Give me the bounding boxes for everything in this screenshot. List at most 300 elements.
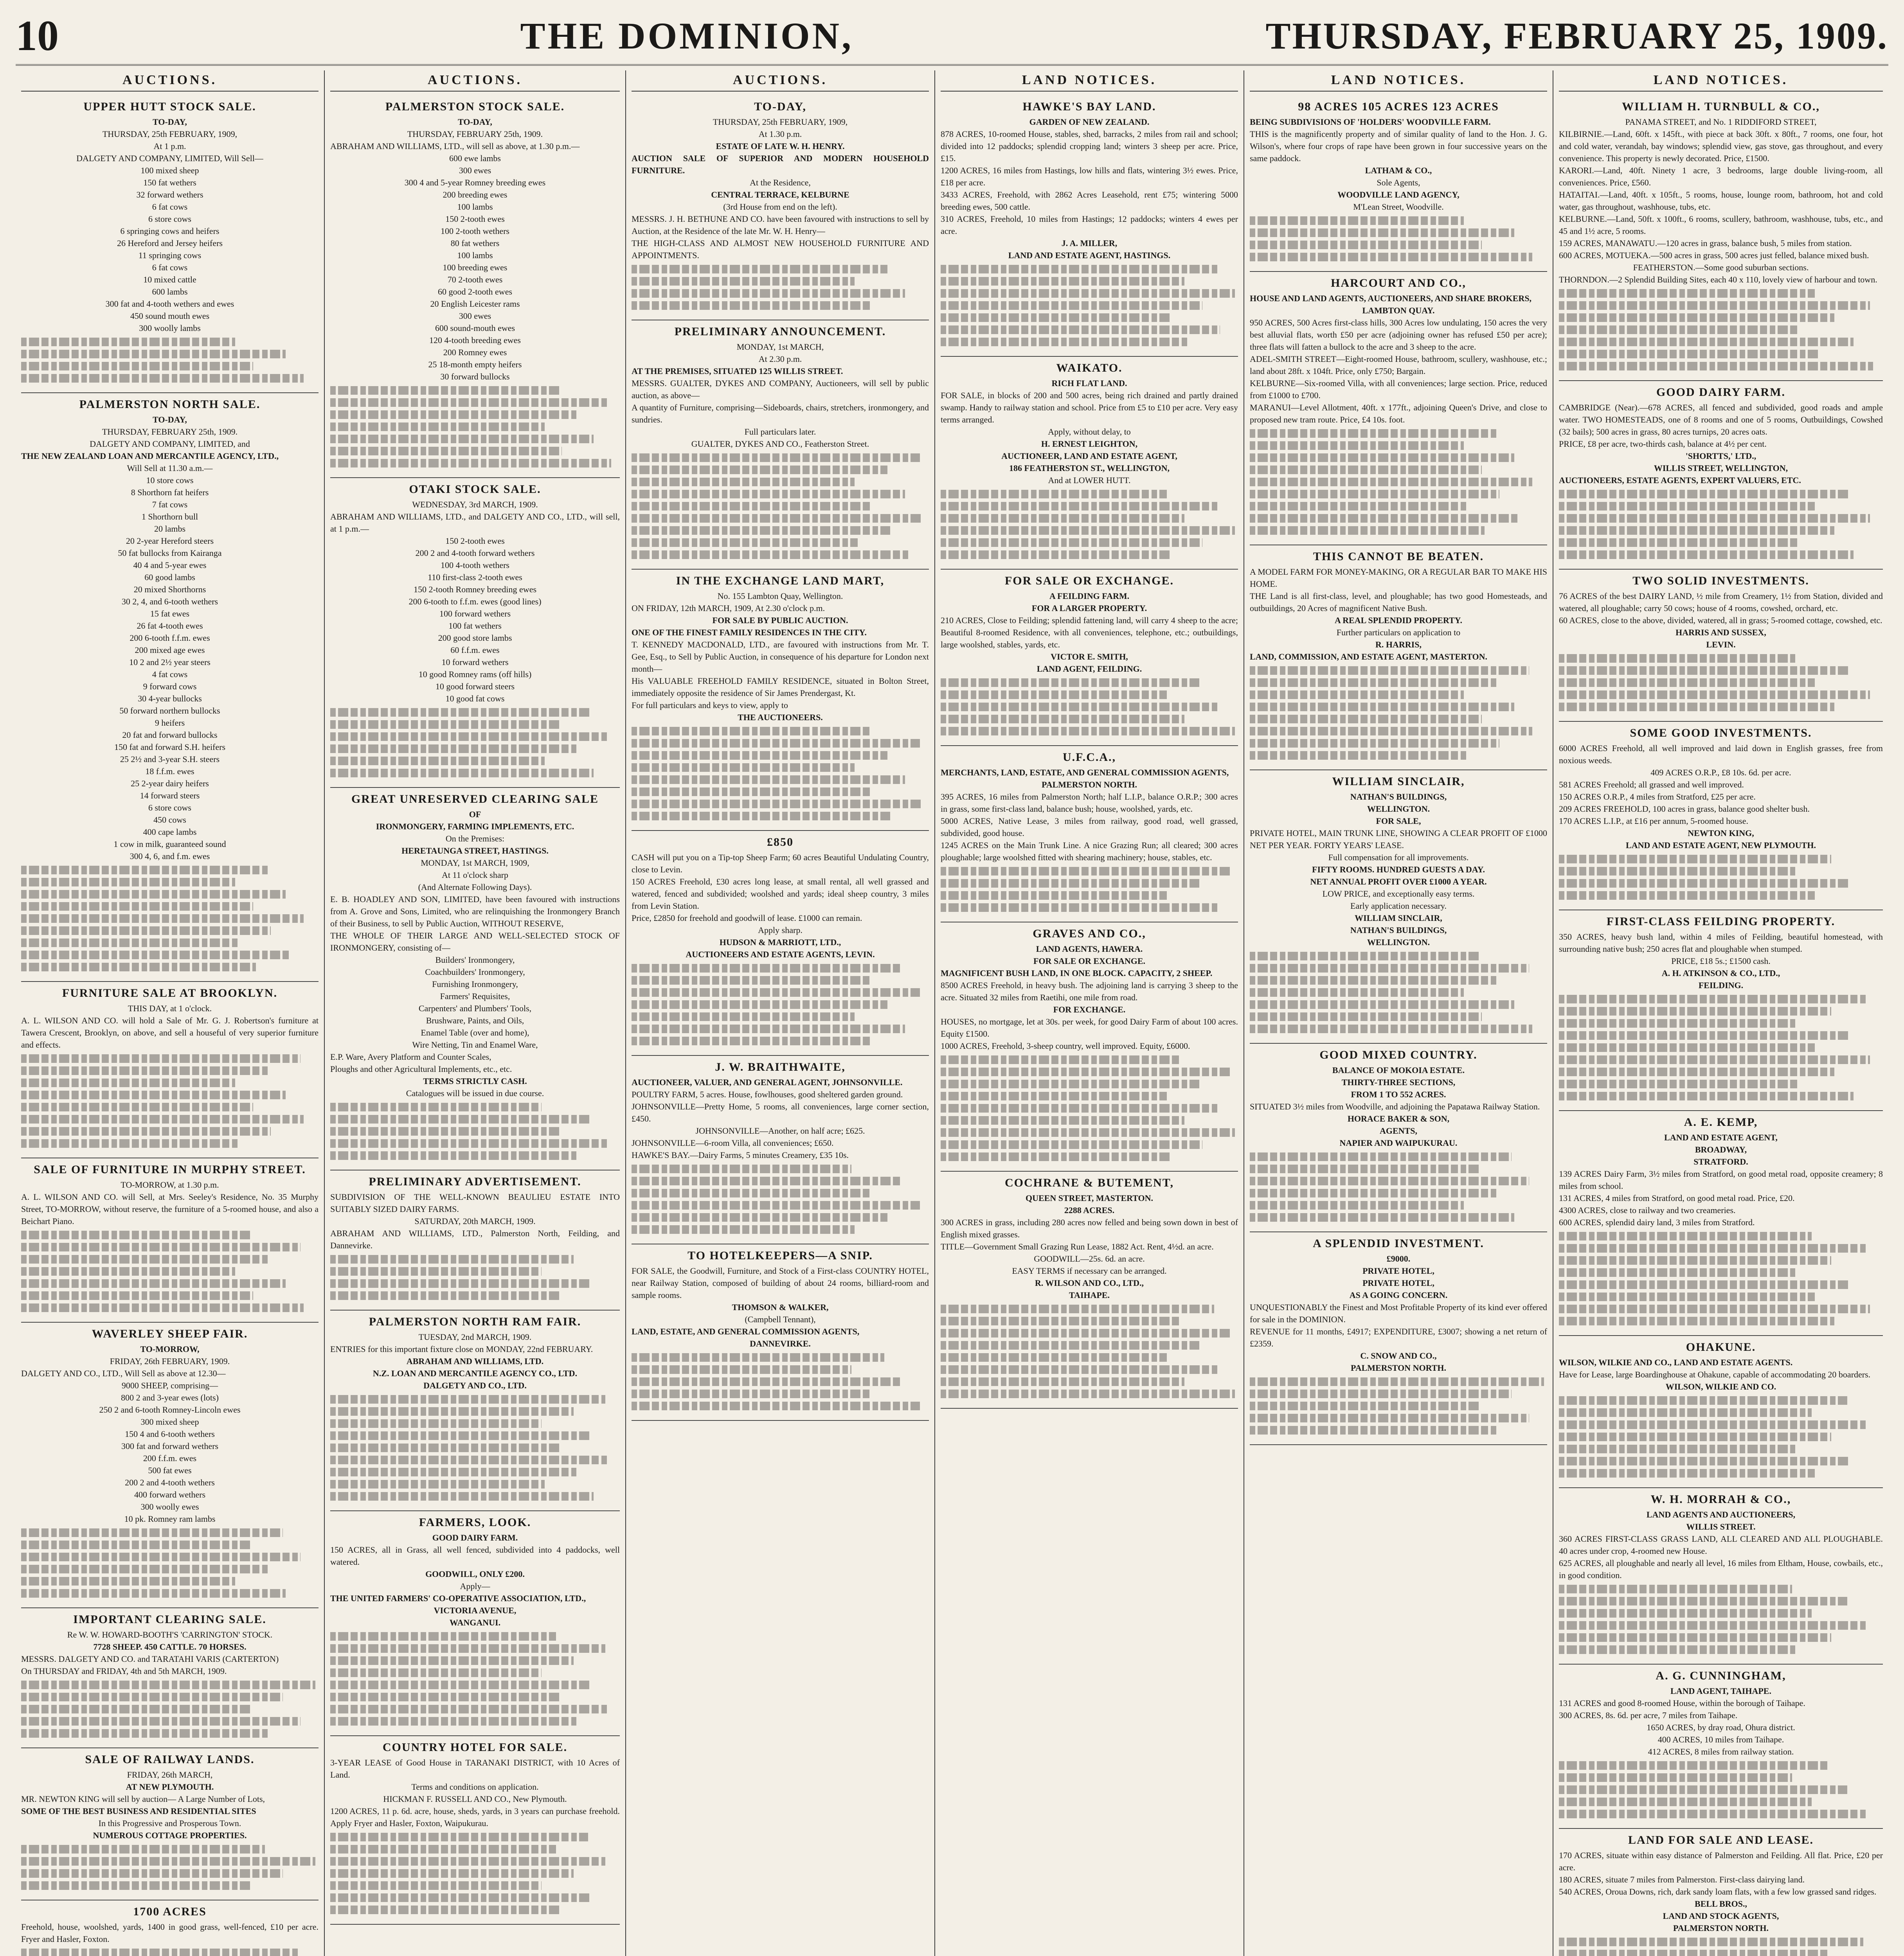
ad-text: 150 2-tooth ewes — [445, 214, 505, 224]
ad-text: 100 forward wethers — [439, 609, 511, 618]
print-line — [21, 1553, 301, 1561]
print-line — [330, 1395, 605, 1404]
print-line — [21, 1255, 268, 1264]
print-line — [21, 1565, 268, 1573]
print-line — [632, 800, 923, 808]
print-line — [941, 1068, 1232, 1076]
print-line — [1559, 350, 1818, 358]
print-line — [21, 1066, 268, 1075]
ad-text: Further particulars on application to — [1336, 627, 1461, 637]
advertisement — [21, 393, 319, 982]
ad-text: 600 lambs — [152, 287, 188, 297]
print-line — [21, 1857, 315, 1866]
print-line — [941, 867, 1232, 876]
ad-text: R. WILSON AND CO., LTD., — [1035, 1278, 1144, 1288]
print-line — [1559, 538, 1799, 547]
ad-text: 76 ACRES of the best DAIRY LAND, ½ mile from Creamery, 1½ from Station, divided and watered, all ploughable; carry 50 cows; house of 4 rooms, cowshed, orchard, etc. — [1559, 591, 1883, 613]
ad-title: SALE OF FURNITURE IN MURPHY STREET. — [34, 1163, 306, 1176]
print-line — [330, 720, 559, 729]
small-print-block — [632, 964, 929, 1045]
ad-title: FIRST-CLASS FEILDING PROPERTY. — [1606, 915, 1836, 928]
ad-text: On the Premises: — [445, 834, 505, 843]
print-line — [941, 526, 1235, 535]
small-print-block — [1559, 1232, 1883, 1325]
print-line — [330, 1456, 608, 1464]
ad-text: HUDSON & MARRIOTT, LTD., — [719, 937, 841, 947]
ad-text: (Campbell Tennant), — [745, 1314, 816, 1324]
ad-text: 10 2 and 2½ year steers — [129, 657, 211, 667]
ad-text: 1 cow in milk, guaranteed sound — [113, 839, 226, 849]
print-line — [1559, 1810, 1867, 1818]
print-line — [21, 1729, 268, 1738]
ad-text: MR. NEWTON KING will sell by auction— A Large Number of Lots, — [21, 1794, 265, 1804]
small-print-block — [21, 866, 319, 971]
print-line — [1250, 241, 1482, 249]
ad-title: PRELIMINARY ANNOUNCEMENT. — [674, 325, 886, 338]
column-heading: LAND NOTICES. — [941, 70, 1238, 92]
ad-text: 131 ACRES and good 8-roomed House, within the borough of Taihape. — [1559, 1698, 1805, 1708]
print-line — [1559, 1396, 1847, 1405]
ad-text: 25 2½ and 3-year S.H. steers — [120, 754, 220, 764]
print-line — [1559, 1609, 1812, 1618]
print-line — [1250, 1152, 1512, 1161]
ad-text: 210 ACRES, Close to Feilding; splendid fattening land, will carry 4 sheep to the acre; Beautiful 8-roomed Residence, with all conveniences, telephone, etc.; outbuildings, large woolshed, stables, yards, etc. — [941, 615, 1238, 649]
ad-text: 2288 ACRES. — [1064, 1205, 1115, 1215]
small-print-block — [632, 727, 929, 820]
ad-text: 200 Romney ewes — [443, 347, 507, 357]
ad-text: LAND, ESTATE, AND GENERAL COMMISSION AGENTS, — [632, 1327, 860, 1336]
print-line — [1559, 1469, 1815, 1478]
advertisement — [632, 570, 929, 831]
ad-text: DALGETY AND COMPANY, LIMITED, and — [90, 439, 250, 449]
print-line — [21, 1577, 235, 1586]
print-line — [21, 350, 286, 358]
ad-text: AS A GOING CONCERN. — [1349, 1290, 1448, 1300]
print-line — [1559, 301, 1870, 310]
ad-text: 30 forward bullocks — [440, 372, 510, 381]
ad-text: 1650 ACRES, by dray road, Ohura district. — [1647, 1722, 1795, 1732]
ad-text: MERCHANTS, LAND, ESTATE, AND GENERAL COMMISSION AGENTS, — [941, 768, 1229, 777]
ad-text: 40 4 and 5-year ewes — [133, 560, 207, 570]
advertisement — [1559, 570, 1883, 722]
ad-text: AT NEW PLYMOUTH. — [126, 1782, 214, 1792]
ad-text: CASH will put you on a Tip-top Sheep Farm; 60 acres Beautiful Undulating Country, close to Levin. — [632, 852, 929, 874]
print-line — [632, 490, 905, 498]
small-print-block — [21, 1845, 319, 1890]
print-line — [330, 1833, 588, 1841]
small-print-block — [1250, 1377, 1547, 1435]
ad-text: FROM 1 TO 552 ACRES. — [1351, 1089, 1446, 1099]
ad-text: 1200 ACRES, 11 p. 6d. acre, house, sheds, yards, in 3 years can purchase freehold. Apply Fryer and Hasler, Foxton, Waipukurau. — [330, 1806, 620, 1828]
print-line — [941, 1341, 1199, 1350]
small-print-block — [1559, 490, 1883, 559]
ad-text: GOOD DAIRY FARM. — [432, 1533, 518, 1543]
print-line — [1559, 338, 1854, 346]
column-6 — [1553, 70, 1888, 1956]
small-print-block — [1559, 289, 1883, 370]
ad-text: ABRAHAM AND WILLIAMS, LTD., Palmerston North, Feilding, and Dannevirke. — [330, 1228, 620, 1250]
advertisement — [941, 922, 1238, 1172]
small-print-block — [21, 338, 319, 383]
print-line — [941, 325, 1220, 334]
ad-text: 14 forward steers — [140, 791, 200, 800]
ad-text: Farmers' Requisites, — [440, 991, 510, 1001]
print-line — [632, 1000, 887, 1009]
ad-text: LAND AND ESTATE AGENT, NEW PLYMOUTH. — [1626, 840, 1816, 850]
print-line — [1559, 1597, 1847, 1605]
print-line — [1250, 715, 1482, 723]
ad-title: PALMERSTON STOCK SALE. — [385, 100, 565, 113]
ad-text: Full particulars later. — [744, 427, 816, 437]
ad-title: SALE OF RAILWAY LANDS. — [85, 1753, 255, 1766]
ad-text: 6 store cows — [148, 803, 191, 813]
print-line — [1250, 1377, 1544, 1386]
print-line — [632, 1201, 920, 1210]
ad-title: GREAT UNRESERVED CLEARING SALE — [351, 793, 599, 805]
ad-text: 170 ACRES, situate within easy distance of Palmerston and Feilding. All flat. Price, £20 per acre. — [1559, 1850, 1883, 1872]
ad-title: A. G. CUNNINGHAM, — [1656, 1669, 1786, 1682]
print-line — [941, 265, 1217, 273]
advertisement — [632, 1056, 929, 1244]
ad-title: WAVERLEY SHEEP FAIR. — [92, 1327, 248, 1340]
ad-text: PANAMA STREET, and No. 1 RIDDIFORD STREET, — [1625, 117, 1817, 127]
ad-text: 9000 SHEEP, comprising— — [121, 1381, 218, 1390]
print-line — [1559, 1938, 1863, 1946]
ad-text: FOR SALE, the Goodwill, Furniture, and Stock of a First-class COUNTRY HOTEL, near Railway Station, composed of building of about 24 rooms, billiard-room and sample rooms. — [632, 1266, 929, 1300]
ad-text: 150 fat and forward S.H. heifers — [114, 742, 226, 752]
ad-title: HARCOURT AND CO., — [1331, 277, 1466, 289]
ad-text: PRIVATE HOTEL, — [1362, 1278, 1434, 1288]
ad-text: HOUSES, no mortgage, let at 30s. per week, for good Dairy Farm of about 100 acres. Equity £1500. — [941, 1017, 1238, 1039]
ad-text: 540 ACRES, Oroua Downs, rich, dark sandy loam flats, with a few low grassed sand ridges. — [1559, 1887, 1877, 1897]
ad-title: THIS CANNOT BE BEATEN. — [1313, 550, 1484, 563]
ad-text: 60 ACRES, close to the above, divided, watered, all in grass; 5-roomed cottage, cowshed, etc. — [1559, 615, 1882, 625]
print-line — [330, 1103, 542, 1111]
advertisement — [1559, 1829, 1883, 1956]
small-print-block — [21, 1231, 319, 1312]
advertisement — [21, 1323, 319, 1608]
ad-text: DALGETY AND CO., LTD., Will Sell as above at 12.30— — [21, 1368, 226, 1378]
print-line — [330, 1444, 559, 1452]
advertisement — [330, 95, 620, 478]
advertisement — [1250, 1232, 1547, 1445]
print-line — [21, 1949, 298, 1956]
ad-title: GRAVES AND CO., — [1033, 927, 1146, 940]
ad-text: KELBURNE.—Land, 50ft. x 100ft., 6 rooms, scullery, bathroom, washhouse, tubs, etc., and 45 and 1½ acre, 5 rooms. — [1559, 214, 1883, 236]
print-line — [21, 1303, 304, 1312]
ad-text: SITUATED 3½ miles from Woodville, and adjoining the Papatawa Railway Station. — [1250, 1102, 1540, 1111]
small-print-block — [632, 265, 929, 310]
ad-text: 100 lambs — [457, 202, 493, 212]
ad-title: COCHRANE & BUTEMENT, — [1005, 1176, 1174, 1189]
ad-text: 100 lambs — [457, 250, 493, 260]
small-print-block — [21, 1681, 319, 1738]
small-print-block — [1559, 654, 1883, 711]
ad-text: ONE OF THE FINEST FAMILY RESIDENCES IN THE CITY. — [632, 627, 867, 637]
advertisement — [632, 320, 929, 570]
advertisement — [1559, 722, 1883, 910]
ad-text: KELBURNE—Six-roomed Villa, with all conveniences; large section. Price, reduced from £1000 to £700. — [1250, 378, 1547, 400]
ad-text: 300 fat and 4-tooth wethers and ewes — [105, 299, 234, 309]
ad-text: Terms and conditions on application. — [411, 1782, 539, 1792]
print-line — [941, 301, 1202, 310]
ad-text: THE UNITED FARMERS' CO-OPERATIVE ASSOCIATION, LTD., — [330, 1593, 586, 1603]
ad-text: For full particulars and keys to view, apply to — [632, 700, 788, 710]
print-line — [632, 514, 923, 523]
ad-text: 60 good lambs — [144, 572, 195, 582]
ad-text: LEVIN. — [1706, 640, 1736, 649]
ad-text: LAMBTON QUAY. — [1362, 306, 1435, 315]
ad-text: 600 ACRES, splendid dairy land, 3 miles from Stratford. — [1559, 1217, 1755, 1227]
print-line — [1250, 1201, 1464, 1210]
ad-text: FOR SALE, in blocks of 200 and 500 acres, being rich drained and partly drained swamp. Handy to railway station and school. Price from £5 to £10 per acre. Very easy terms arranged. — [941, 390, 1238, 424]
print-line — [632, 739, 920, 748]
ad-text: 30 4-year bullocks — [138, 694, 202, 703]
print-line — [330, 1291, 559, 1300]
print-line — [632, 976, 869, 985]
ad-text: MESSRS. DALGETY AND CO. and TARATAHI VARIS (CARTERTON) — [21, 1654, 279, 1664]
ad-text: H. ERNEST LEIGHTON, — [1041, 439, 1138, 449]
ad-text: 412 ACRES, 8 miles from railway station. — [1648, 1747, 1794, 1756]
print-line — [941, 1152, 1170, 1161]
ad-text: SOME OF THE BEST BUSINESS AND RESIDENTIAL SITES — [21, 1806, 256, 1816]
print-line — [941, 678, 1199, 687]
print-line — [1559, 1457, 1850, 1465]
print-line — [1559, 1950, 1828, 1956]
ad-text: THURSDAY, 25th FEBRUARY, 1909, — [713, 117, 848, 127]
advertisement — [1250, 95, 1547, 272]
print-line — [21, 1279, 286, 1288]
print-line — [1559, 678, 1815, 687]
print-line — [1250, 1402, 1479, 1410]
advertisement — [941, 95, 1238, 357]
ad-text: 625 ACRES, all ploughable and nearly all level, 16 miles from Eltham, House, cowbails, etc., in good condition. — [1559, 1558, 1883, 1580]
ad-text: BALANCE OF MOKOIA ESTATE. — [1332, 1065, 1465, 1075]
ad-text: 110 first-class 2-tooth ewes — [428, 572, 522, 582]
ad-text: 800 2 and 3-year ewes (lots) — [121, 1393, 219, 1402]
print-line — [1559, 1798, 1812, 1806]
ad-text: PRIVATE HOTEL, — [1362, 1266, 1434, 1276]
print-line — [1250, 502, 1467, 511]
advertisement — [330, 1736, 620, 1925]
print-line — [1559, 1645, 1795, 1654]
ad-text: 25 2-year dairy heifers — [131, 778, 209, 788]
ad-text: WILSON, WILKIE AND CO., LAND AND ESTATE AGENTS. — [1559, 1357, 1793, 1367]
print-line — [21, 1079, 235, 1087]
newspaper-title: THE DOMINION, — [520, 14, 853, 57]
ad-text: Apply— — [460, 1581, 490, 1591]
print-line — [1250, 490, 1499, 498]
print-line — [632, 277, 855, 286]
ad-text: AT THE PREMISES, SITUATED 125 WILLIS STREET. — [632, 366, 843, 376]
ad-text: 1200 ACRES, 16 miles from Hastings, low hills and flats, wintering 3½ ewes. Price, £18 per acre. — [941, 165, 1238, 187]
print-line — [1559, 867, 1795, 876]
print-line — [1559, 1080, 1799, 1088]
print-line — [1250, 1165, 1479, 1173]
column-1 — [16, 70, 325, 1956]
print-line — [941, 715, 1184, 723]
print-line — [1250, 1390, 1512, 1398]
print-line — [21, 1717, 301, 1726]
ad-text: ABRAHAM AND WILLIAMS, LTD., will sell as above, at 1.30 p.m.— — [330, 141, 580, 151]
print-line — [330, 1656, 574, 1665]
print-line — [1250, 514, 1517, 523]
print-line — [632, 988, 920, 997]
print-line — [941, 1116, 1184, 1125]
print-line — [1250, 678, 1497, 687]
ad-text: NATHAN'S BUILDINGS, — [1350, 925, 1447, 935]
ad-text: 26 fat 4-tooth ewes — [137, 621, 203, 631]
print-line — [632, 1012, 855, 1021]
ad-text: 150 2-tooth ewes — [445, 536, 505, 546]
print-line — [632, 538, 858, 547]
column-4 — [935, 70, 1244, 1956]
print-line — [632, 502, 873, 511]
ad-text: 200 good store lambs — [438, 633, 512, 643]
print-line — [1250, 964, 1529, 973]
print-line — [21, 938, 238, 947]
ad-text: FRIDAY, 26th MARCH, — [127, 1770, 213, 1780]
ad-text: THE WHOLE OF THEIR LARGE AND WELL-SELECTED STOCK OF IRONMONGERY, consisting of— — [330, 931, 620, 953]
ad-text: AUCTIONEER, LAND AND ESTATE AGENT, — [1001, 451, 1177, 461]
ad-text: LAND AND STOCK AGENTS, — [1663, 1911, 1779, 1921]
print-line — [330, 1881, 542, 1890]
ad-text: EASY TERMS if necessary can be arranged. — [1012, 1266, 1167, 1276]
column-heading: LAND NOTICES. — [1250, 70, 1547, 92]
print-line — [330, 1419, 542, 1428]
ad-text: HARRIS AND SUSSEX, — [1675, 627, 1766, 637]
print-line — [21, 1115, 304, 1124]
ad-text: ENTRIES for this important fixture close on MONDAY, 22nd FEBRUARY. — [330, 1344, 593, 1354]
ad-text: 10 good forward steers — [435, 681, 515, 691]
print-line — [1250, 751, 1467, 760]
ad-title: TO-DAY, — [754, 100, 806, 113]
small-print-block — [1250, 1152, 1547, 1222]
ad-text: WELLINGTON. — [1367, 804, 1430, 814]
ad-text: 300 woolly lambs — [139, 323, 201, 333]
ad-text: Ploughs and other Agricultural Implements, etc., etc. — [330, 1064, 512, 1074]
print-line — [330, 1139, 608, 1148]
ad-text: 10 store cows — [146, 475, 194, 485]
ad-text: Wire Netting, Tin and Enamel Ware, — [412, 1040, 538, 1050]
print-line — [1559, 362, 1873, 370]
ad-text: 186 FEATHERSTON ST., WELLINGTON, — [1009, 463, 1170, 473]
ad-text: 8 Shorthorn fat heifers — [131, 487, 209, 497]
ad-title: TWO SOLID INVESTMENTS. — [1632, 574, 1809, 587]
ad-text: THURSDAY, FEBRUARY 25th, 1909. — [407, 129, 543, 139]
print-line — [1559, 891, 1815, 900]
ad-text: CAMBRIDGE (Near).—678 ACRES, all fenced and subdivided, good roads and ample water. TWO HOMESTEADS, one of 8 rooms and one of 5 rooms, Outbuildings, Cowshed (32 bails); 500 acres in grass, 80 acres turnips, 20 acres oats. — [1559, 403, 1883, 437]
ad-text: Re W. W. HOWARD-BOOTH'S 'CARRINGTON' STOCK. — [67, 1630, 273, 1640]
print-line — [1559, 1621, 1867, 1630]
print-line — [941, 1365, 1217, 1374]
print-line — [21, 1881, 250, 1890]
ad-text: 209 ACRES FREEHOLD, 100 acres in grass, balance good shelter bush. — [1559, 804, 1810, 814]
print-line — [1559, 855, 1831, 863]
ad-text: At 1.30 p.m. — [758, 129, 802, 139]
print-line — [1559, 1445, 1795, 1453]
print-line — [632, 751, 887, 760]
ad-text: VICTORIA AVENUE, — [434, 1605, 516, 1615]
ad-title: GOOD MIXED COUNTRY. — [1319, 1048, 1477, 1061]
advertisement — [330, 788, 620, 1170]
ad-text: 120 4-tooth breeding ewes — [429, 335, 521, 345]
ad-text: 150 ACRES, all in Grass, all well fenced, subdivided into 4 paddocks, well watered. — [330, 1545, 620, 1567]
ad-text: 6 fat cows — [152, 262, 188, 272]
ad-text: FRIDAY, 26th FEBRUARY, 1909. — [110, 1356, 230, 1366]
print-line — [1559, 1420, 1867, 1429]
print-line — [941, 1329, 1232, 1338]
ad-text: UNQUESTIONABLY the Finest and Most Profitable Property of its kind ever offered for sale in the DOMINION. — [1250, 1302, 1547, 1324]
ad-title: IMPORTANT CLEARING SALE. — [73, 1613, 266, 1626]
ad-text: FOR SALE, — [1376, 816, 1421, 826]
ad-text: BROADWAY, — [1695, 1145, 1747, 1154]
ad-text: MONDAY, 1st MARCH, 1909, — [421, 858, 529, 868]
advertisement — [1250, 770, 1547, 1044]
print-line — [1250, 441, 1464, 450]
ad-text: Will Sell at 11.30 a.m.— — [127, 463, 213, 473]
print-line — [1250, 952, 1479, 960]
ad-text: GARDEN OF NEW ZEALAND. — [1029, 117, 1150, 127]
print-line — [330, 1681, 591, 1689]
ad-text: TO-MORROW, at 1.30 p.m. — [121, 1180, 219, 1190]
print-line — [1250, 478, 1532, 486]
ad-text: 10 forward wethers — [441, 657, 509, 667]
print-line — [1250, 1000, 1514, 1009]
small-print-block — [941, 490, 1238, 559]
print-line — [21, 1528, 283, 1537]
ad-text: 10 good Romney rams (off hills) — [418, 669, 532, 679]
ad-text: T. KENNEDY MACDONALD, LTD., are favoured with instructions from Mr. T. Gee, Esq., to Sell by Public Auction, in consequence of his departure for London next month— — [632, 640, 929, 674]
print-line — [1250, 727, 1532, 735]
ad-text: HOUSE AND LAND AGENTS, AUCTIONEERS, AND SHARE BROKERS, — [1250, 293, 1532, 303]
column-heading: AUCTIONS. — [21, 70, 319, 92]
print-line — [632, 1213, 887, 1222]
small-print-block — [330, 1833, 620, 1914]
print-line — [941, 1317, 1182, 1325]
ad-text: Early application necessary. — [1350, 901, 1447, 911]
ad-text: Full compensation for all improvements. — [1328, 852, 1469, 862]
ad-text: 600 ACRES, MOTUEKA.—500 acres in grass, 500 acres just felled, balance mixed bush. — [1559, 250, 1869, 260]
ad-text: ABRAHAM AND WILLIAMS, LTD. — [406, 1356, 544, 1366]
ad-text: ABRAHAM AND WILLIAMS, LTD., and DALGETY AND CO., LTD., will sell, at 1 p.m.— — [330, 512, 620, 534]
print-line — [1250, 253, 1532, 261]
ad-text: 150 ACRES Freehold, £30 acres long lease, at small rental, all well grassed and watered, fenced and subdivided; woolshed and yards; ideal sheep country, 3 miles from Levin Station. — [632, 877, 929, 911]
ad-text: 60 good 2-tooth ewes — [437, 287, 513, 297]
print-line — [1559, 1019, 1795, 1028]
small-print-block — [330, 708, 620, 777]
print-line — [1559, 1408, 1812, 1417]
print-line — [21, 1127, 271, 1136]
ad-text: HORACE BAKER & SON, — [1347, 1114, 1450, 1124]
print-line — [1250, 429, 1497, 438]
ad-text: 300 mixed sheep — [140, 1417, 199, 1427]
ad-text: FOR A LARGER PROPERTY. — [1031, 603, 1147, 613]
ad-text: 1245 ACRES on the Main Trunk Line. A nice Grazing Run; all cleared; 300 acres ploughable; large woolshed fitted with shearing machinery; house, stables, etc. — [941, 840, 1238, 862]
print-line — [330, 1644, 605, 1653]
ad-text: BELL BROS., — [1695, 1899, 1747, 1909]
print-line — [941, 1080, 1199, 1088]
advertisement — [941, 570, 1238, 746]
ad-title: GOOD DAIRY FARM. — [1656, 386, 1786, 399]
print-line — [330, 1279, 591, 1288]
print-line — [21, 963, 256, 971]
print-line — [1559, 1773, 1792, 1782]
small-print-block — [330, 1632, 620, 1726]
print-line — [632, 1390, 869, 1398]
ad-text: 350 ACRES, heavy bush land, within 4 miles of Feilding, beautiful homestead, with surrounding native bush; 250 acres flat and ploughable when stumped. — [1559, 932, 1883, 954]
ad-text: 9 heifers — [155, 718, 185, 728]
